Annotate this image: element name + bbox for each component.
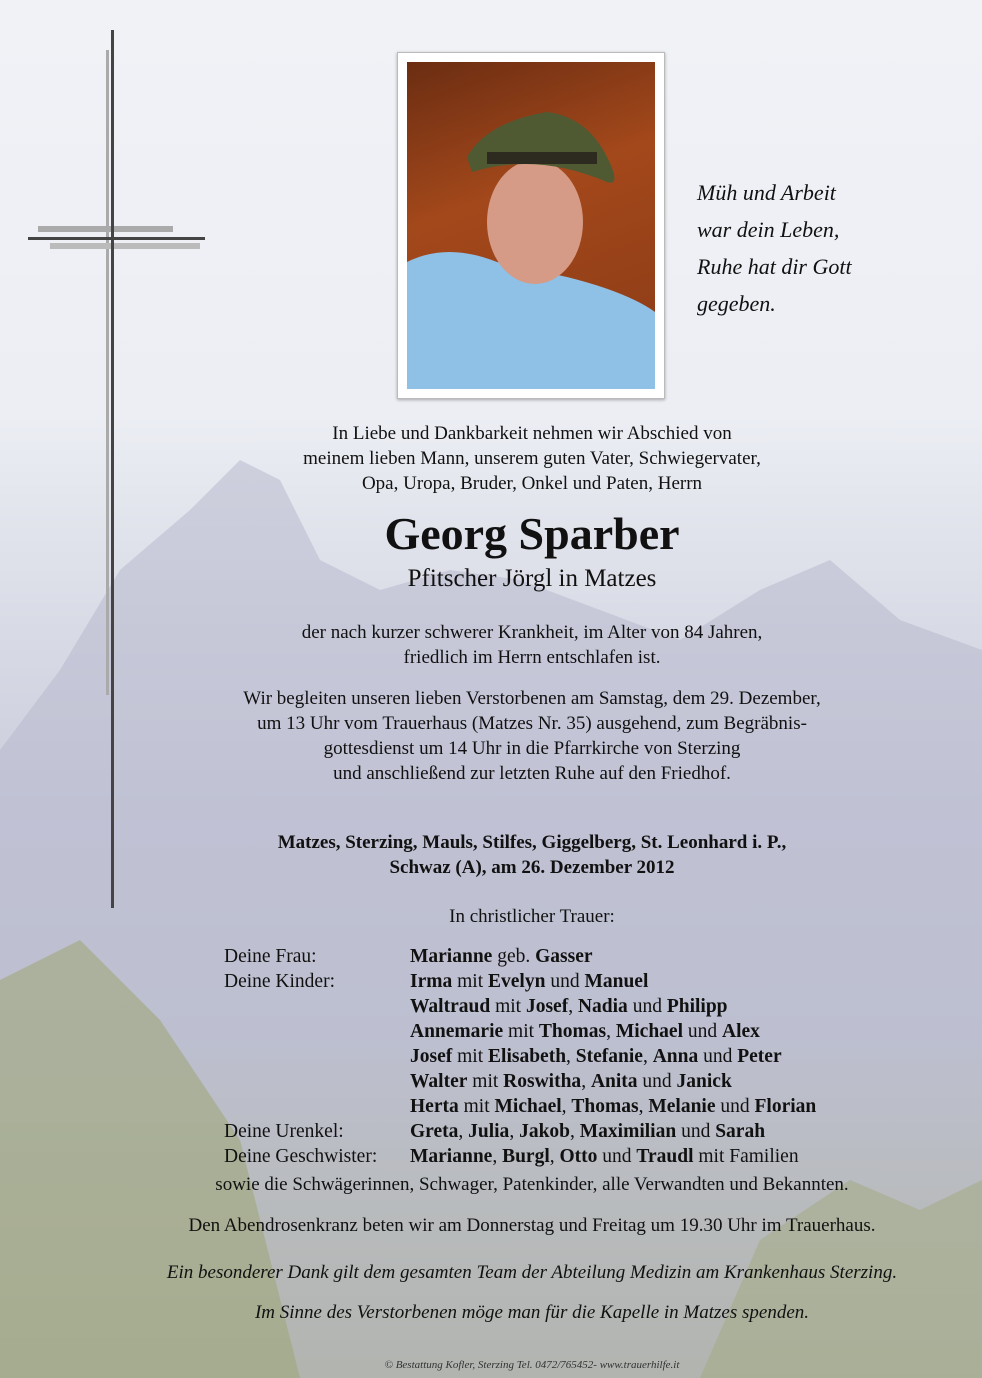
family-member-text: Jakob <box>519 1121 571 1142</box>
family-member-text: , <box>509 1121 520 1142</box>
family-member-text: , <box>570 1121 580 1142</box>
family-row <box>224 1094 816 1119</box>
family-list <box>224 944 816 1169</box>
thanks-text: Ein besonderer Dank gilt dem gesamten Team der Abteilung Medizin am Krankenhaus Sterzing. <box>166 1262 898 1283</box>
family-member-text: , <box>606 1021 616 1042</box>
family-members <box>410 944 593 969</box>
family-member-text: Maximilian <box>579 1121 677 1142</box>
family-row <box>224 1044 816 1069</box>
family-member-text: , <box>492 1146 503 1167</box>
text-line: Wir begleiten unseren lieben Verstorbenen am Samstag, dem 29. Dezember, <box>243 688 821 709</box>
family-member-text: Manuel <box>584 971 649 992</box>
text-line: Schwaz (A), am 26. Dezember 2012 <box>389 857 675 878</box>
family-member-text: Evelyn <box>488 971 546 992</box>
family-member-text: und <box>597 1146 637 1167</box>
family-member-text: mit <box>452 1046 489 1067</box>
family-members <box>410 1144 799 1169</box>
family-member-text: und <box>683 1021 723 1042</box>
places-date <box>0 830 982 880</box>
family-member-text: , <box>458 1121 469 1142</box>
family-label: Deine Kinder: <box>224 971 336 992</box>
family-member-text: Josef <box>410 1046 453 1067</box>
family-row <box>224 1119 816 1144</box>
family-members <box>410 1119 765 1144</box>
family-members <box>410 969 648 994</box>
family-member-text: Otto <box>559 1146 598 1167</box>
family-row <box>224 1069 816 1094</box>
family-label <box>224 1069 410 1094</box>
family-label <box>224 1044 410 1069</box>
family-member-text: Michael <box>615 1021 684 1042</box>
family-member-text: und <box>637 1071 677 1092</box>
quote-line: Ruhe hat dir Gott <box>697 254 852 279</box>
family-member-text: Nadia <box>577 996 628 1017</box>
family-member-text: Greta <box>410 1121 459 1142</box>
family-member-text: und <box>627 996 667 1017</box>
family-label <box>224 1019 410 1044</box>
family-member-text: , <box>568 996 578 1017</box>
cross-shadow <box>38 226 173 232</box>
family-row <box>224 1144 816 1169</box>
intro-text <box>0 421 982 496</box>
family-member-text: Marianne <box>410 946 493 967</box>
family-member-text: Julia <box>468 1121 510 1142</box>
family-member-text: Michael <box>494 1096 562 1117</box>
family-members <box>410 1044 782 1069</box>
family-row <box>224 944 816 969</box>
family-member-text: , <box>642 1046 653 1067</box>
family-member-text: Elisabeth <box>488 1046 567 1067</box>
cross-shadow <box>106 50 109 695</box>
family-member-text: mit Familien <box>693 1146 799 1167</box>
family-member-text: geb. <box>492 946 536 967</box>
family-member-text: , <box>638 1096 649 1117</box>
quote-line: war dein Leben, <box>697 217 840 242</box>
family-member-text: Melanie <box>648 1096 716 1117</box>
family-member-text: Roswitha <box>503 1071 582 1092</box>
family-member-text: Alex <box>722 1021 760 1042</box>
deceased-name: Georg Sparber <box>384 508 680 559</box>
text-line: Opa, Uropa, Bruder, Onkel und Paten, Herrn <box>361 473 703 494</box>
family-member-text: und <box>676 1121 716 1142</box>
family-label <box>224 994 410 1019</box>
family-member-text: Waltraud <box>410 996 491 1017</box>
text-line: und anschließend zur letzten Ruhe auf den Friedhof. <box>333 763 731 784</box>
text-line: gottesdienst um 14 Uhr in die Pfarrkirche von Sterzing <box>323 738 741 759</box>
family-member-text: Gasser <box>535 946 593 967</box>
family-member-text: und <box>715 1096 755 1117</box>
family-row <box>224 969 816 994</box>
family-member-text: Herta <box>410 1096 459 1117</box>
deceased-nickname: Pfitscher Jörgl in Matzes <box>407 565 657 592</box>
family-row <box>224 994 816 1019</box>
relatives-text: sowie die Schwägerinnen, Schwager, Patenkinder, alle Verwandten und Bekannten. <box>215 1174 849 1195</box>
text-line: meinem lieben Mann, unserem guten Vater, Schwiegervater, <box>303 448 761 469</box>
family-label: Deine Urenkel: <box>224 1121 344 1142</box>
text-line: um 13 Uhr vom Trauerhaus (Matzes Nr. 35) ausgehend, zum Begräbnis- <box>257 713 807 734</box>
portrait-photo <box>397 52 665 399</box>
funeral-text <box>0 686 982 786</box>
family-member-text: , <box>549 1146 560 1167</box>
family-member-text: Anna <box>652 1046 699 1067</box>
family-member-text: Florian <box>754 1096 817 1117</box>
family-member-text: , <box>561 1096 572 1117</box>
family-member-text: mit <box>490 996 526 1017</box>
family-members <box>410 1094 816 1119</box>
family-member-text: und <box>545 971 585 992</box>
family-member-text: Sarah <box>715 1121 766 1142</box>
text-line: friedlich im Herrn entschlafen ist. <box>403 647 661 668</box>
family-members <box>410 1019 760 1044</box>
quote-line: gegeben. <box>697 291 776 316</box>
family-member-text: mit <box>503 1021 539 1042</box>
family-member-text: Philipp <box>666 996 728 1017</box>
family-member-text: , <box>581 1071 591 1092</box>
family-member-text: Burgl <box>502 1146 550 1167</box>
family-member-text: Irma <box>410 971 453 992</box>
quote-line: Müh und Arbeit <box>697 180 836 205</box>
family-members <box>410 994 728 1019</box>
family-member-text: mit <box>467 1071 504 1092</box>
family-member-text: Marianne <box>410 1146 493 1167</box>
family-member-text: Janick <box>676 1071 732 1092</box>
text-line: der nach kurzer schwerer Krankheit, im Alter von 84 Jahren, <box>301 622 763 643</box>
family-member-text: Thomas <box>571 1096 639 1117</box>
death-text <box>0 620 982 670</box>
family-member-text: Anita <box>590 1071 638 1092</box>
cross-icon <box>28 237 205 240</box>
donation-text: Im Sinne des Verstorbenen möge man für die Kapelle in Matzes spenden. <box>254 1302 810 1323</box>
family-member-text: und <box>698 1046 738 1067</box>
family-member-text: Walter <box>410 1071 468 1092</box>
quote <box>697 174 852 322</box>
cross-shadow <box>50 243 200 249</box>
family-label <box>224 1094 410 1119</box>
rosary-text: Den Abendrosenkranz beten wir am Donnerstag und Freitag um 19.30 Uhr im Trauerhaus. <box>188 1215 876 1236</box>
text-line: Matzes, Sterzing, Mauls, Stilfes, Giggelberg, St. Leonhard i. P., <box>277 832 787 853</box>
family-member-text: , <box>566 1046 576 1067</box>
text-line: In Liebe und Dankbarkeit nehmen wir Abschied von <box>332 423 732 444</box>
family-member-text: mit <box>458 1096 495 1117</box>
family-members <box>410 1069 732 1094</box>
family-member-text: Thomas <box>538 1021 607 1042</box>
family-member-text: Josef <box>525 996 569 1017</box>
family-member-text: mit <box>452 971 489 992</box>
family-member-text: Traudl <box>636 1146 694 1167</box>
family-label: Deine Frau: <box>224 946 317 967</box>
mourning-heading: In christlicher Trauer: <box>449 906 615 927</box>
family-member-text: Annemarie <box>410 1021 504 1042</box>
footer-credit: © Bestattung Kofler, Sterzing Tel. 0472/765452- www.trauerhilfe.it <box>384 1359 680 1371</box>
family-member-text: Peter <box>737 1046 782 1067</box>
family-label: Deine Geschwister: <box>224 1146 378 1167</box>
family-row <box>224 1019 816 1044</box>
family-member-text: Stefanie <box>575 1046 643 1067</box>
